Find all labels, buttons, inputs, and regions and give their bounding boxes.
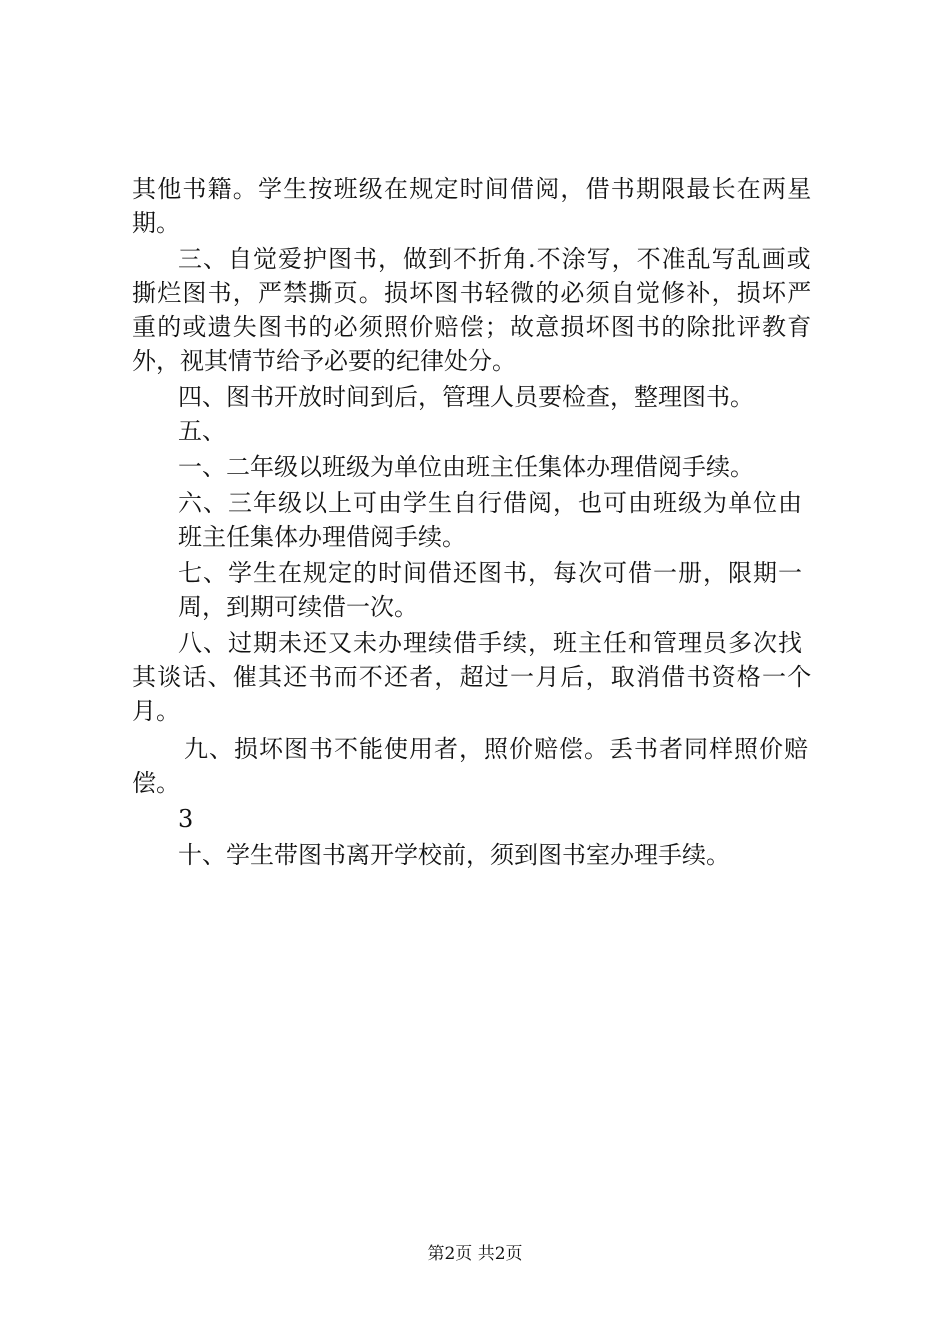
text-line: 班主任集体办理借阅手续。: [178, 523, 466, 551]
text-line: 撕烂图书，严禁撕页。损坏图书轻微的必须自觉修补，损坏严: [132, 279, 813, 307]
text-line: 月。: [132, 697, 180, 725]
text-line: 偿。: [132, 769, 180, 797]
page-number-footer: 第2页 共2页: [427, 1244, 523, 1264]
text-line: 九、损坏图书不能使用者，照价赔偿。丢书者同样照价赔: [184, 735, 809, 763]
text-line: 其谈话、催其还书而不还者，超过一月后，取消借书资格一个: [132, 663, 813, 691]
text-line: 其他书籍。学生按班级在规定时间借阅，借书期限最长在两星: [132, 175, 813, 203]
text-line: 十、学生带图书离开学校前，须到图书室办理手续。: [178, 841, 730, 869]
text-line: 六、三年级以上可由学生自行借阅，也可由班级为单位由: [178, 489, 803, 517]
text-line: 重的或遗失图书的必须照价赔偿；故意损坏图书的除批评教育: [132, 313, 813, 341]
text-line: 七、学生在规定的时间借还图书，每次可借一册，限期一: [178, 559, 803, 587]
text-line: 八、过期未还又未办理续借手续，班主任和管理员多次找: [178, 629, 803, 657]
text-line: 四、图书开放时间到后，管理人员要检查，整理图书。: [178, 383, 754, 411]
text-line: 五、: [178, 417, 226, 445]
text-line: 期。: [132, 209, 180, 237]
text-line: 外，视其情节给予必要的纪律处分。: [132, 347, 516, 375]
text-line: 3: [178, 805, 194, 833]
text-line: 三、自觉爱护图书，做到不折角.不涂写，不准乱写乱画或: [178, 245, 812, 273]
text-line: 周，到期可续借一次。: [178, 593, 418, 621]
text-line: 一、二年级以班级为单位由班主任集体办理借阅手续。: [178, 453, 754, 481]
